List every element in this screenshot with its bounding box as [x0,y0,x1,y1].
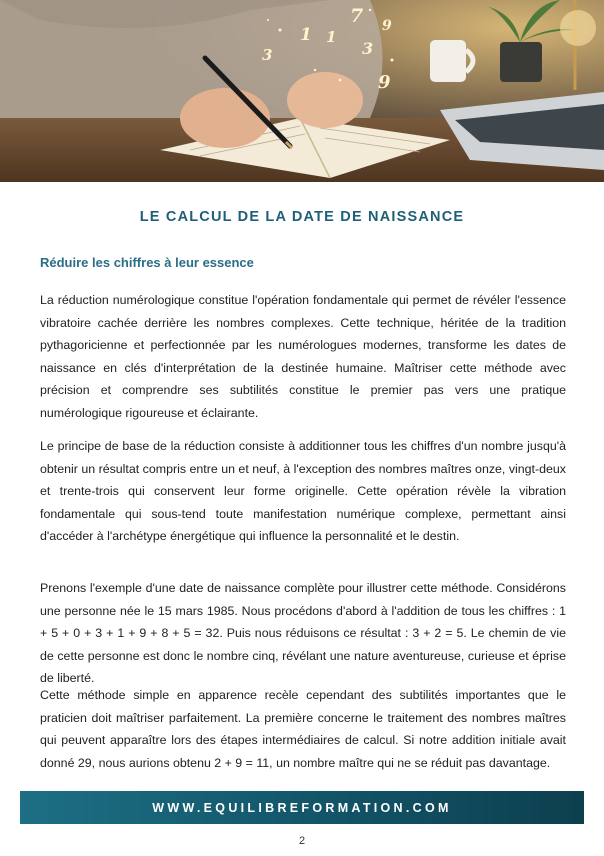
floating-digit: 1 [300,25,312,45]
section-title: LE CALCUL DE LA DATE DE NAISSANCE [139,209,465,225]
subtitle: Réduire les chiffres à leur essence [40,255,254,270]
paragraph-1: La réduction numérologique constitue l'opération fondamentale qui permet de révéler l'essence vibratoire cachée derrière les nombres complexes. Cette technique, héritée de la tradition pythagoricienne et perfectionnée par les numérologues modernes, transforme les dates de naissance en clés d'interprétation de la destinée humaine. Maîtriser cette méthode avec précision et comprendre ses subtilités constitue le premier pas vers une pratique numérologique rigoureuse et éclairante. [40,293,566,420]
footer-band [20,791,584,824]
paragraph-3: Prenons l'exemple d'une date de naissance complète pour illustrer cette méthode. Considérons une personne née le 15 mars 1985. Nous procédons d'abord à l'addition de tous les chiffres : 1 + 5 + 0 + 3 + 1 + 9 + 8 + 5 = 32. Puis nous réduisons ce résultat : 3 + 2 = 5. Le chemin de vie de cette personne est donc le nombre cinq, révélant une nature aventureuse, curieuse et éprise de liberté. [40,581,566,686]
floating-digit: 3 [262,46,273,64]
page-number: 2 [298,835,306,847]
floating-digit: 1 [326,28,337,46]
floating-digit: 9 [382,18,392,34]
footer-url: WWW.EQUILIBREFORMATION.COM [152,800,452,815]
paragraph-4: Cette méthode simple en apparence recèle cependant des subtilités importantes que le praticien doit maîtriser parfaitement. La première concerne le traitement des nombres maîtres qui peuvent apparaître lors des étapes intermédiaires de calcul. Si notre addition initiale avait donné 29, nous aurions obtenu 2 + 9 = 11, un nombre maître qui ne se réduit pas davantage. [40,688,566,770]
floating-digit: 7 [350,5,364,27]
header-image [0,0,604,182]
floating-digit: 3 [362,39,374,58]
paragraph-2: Le principe de base de la réduction consiste à additionner tous les chiffres d'un nombre jusqu'à obtenir un résultat compris entre un et neuf, à l'exception des nombres maîtres onze, vingt-deux et trente-trois qui conservent leur forme originelle. Cette opération révèle la vibration fondamentale qui sous-tend toute manifestation numérique complexe, permettant ainsi d'accéder à l'archétype énergétique qui influence la personnalité et le destin. [40,439,566,544]
floating-digit: 9 [378,72,391,93]
